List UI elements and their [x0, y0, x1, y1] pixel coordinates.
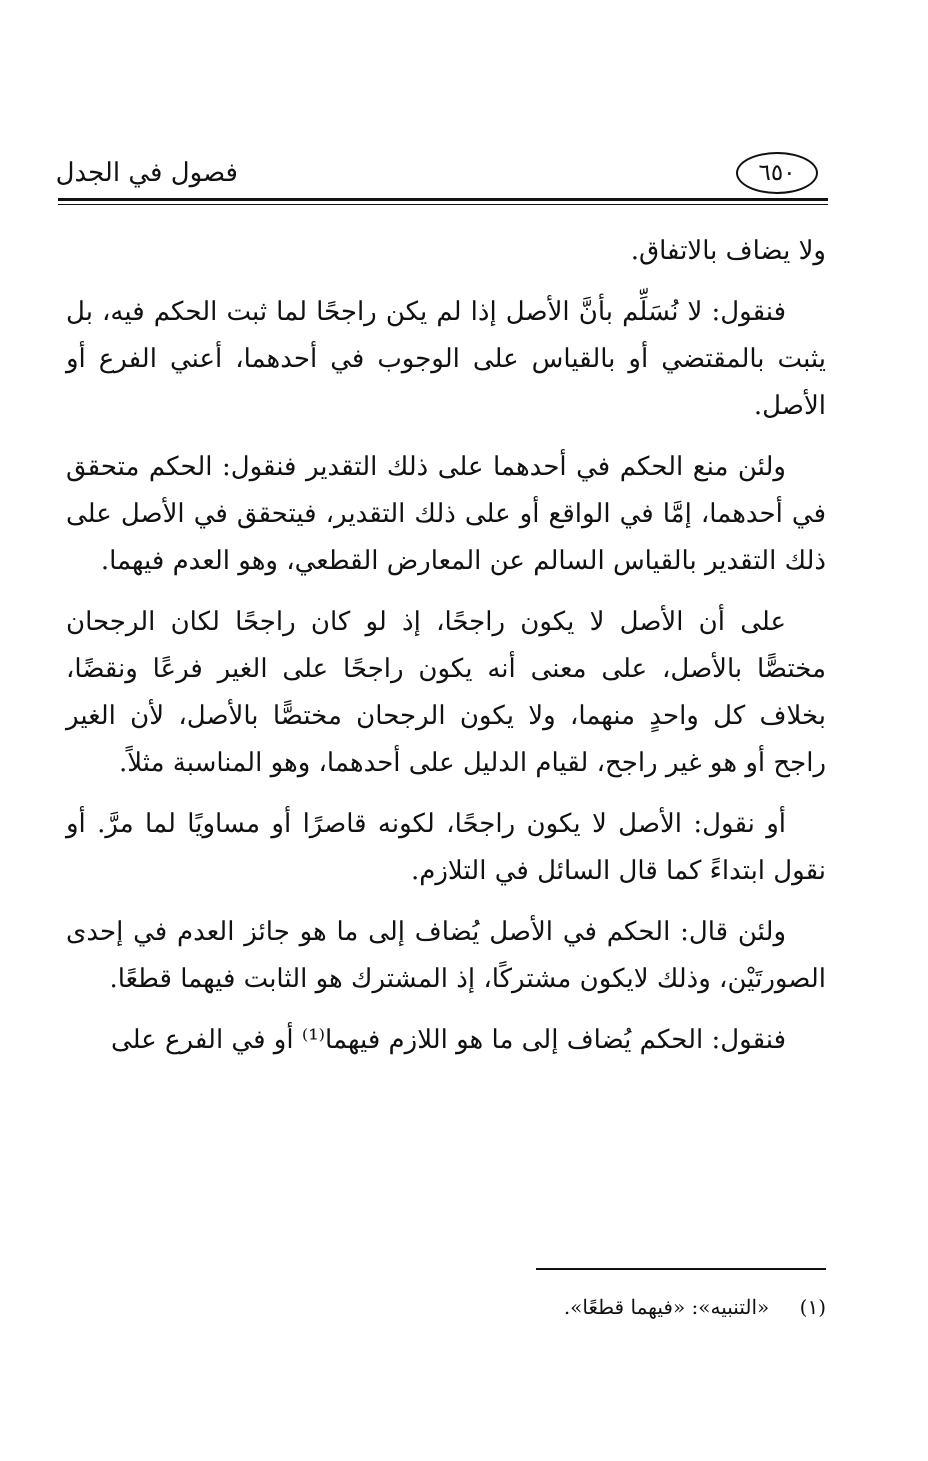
- paragraph: ولا يضاف بالاتفاق.: [630, 236, 826, 266]
- paragraph: ولئن منع الحكم في أحدهما على ذلك التقدير فنقول: الحكم متحقق في أحدهما، إمَّا في الواقع أو على ذلك التقدير، فيتحقق في الأصل على ذلك التقدير بالقياس السالم عن المعارض القطعي، وهو العدم فيهما.: [66, 452, 826, 576]
- footnote-number: (١): [799, 1295, 826, 1319]
- page-header: [55, 150, 828, 198]
- footnote-text: «التنبيه»: «فيهما قطعًا».: [563, 1295, 770, 1319]
- paragraph: أو نقول: الأصل لا يكون راجحًا، لكونه قاصرًا أو مساويًا لما مرَّ. أو نقول ابتداءً كما قال السائل في التلازم.: [66, 809, 826, 886]
- footnote: [126, 1290, 826, 1324]
- header-rule-thin: [58, 204, 828, 205]
- header-rule: [58, 198, 828, 201]
- paragraph: ولئن قال: الحكم في الأصل يُضاف إلى ما هو جائز العدم في إحدى الصورتَيْن، وذلك لايكون مشتركًا، إذ المشترك هو الثابت فيهما قطعًا.: [66, 917, 826, 994]
- paragraph: على أن الأصل لا يكون راجحًا، إذ لو كان راجحًا لكان الرجحان مختصًّا بالأصل، على معنى أنه يكون راجحًا على الغير فرعًا ونقضًا، بخلاف كل واحدٍ منهما، ولا يكون الرجحان مختصًّا بالأصل، لأن الغير راجح أو هو غير راجح، لقيام الدليل على أحدهما، وهو المناسبة مثلاً.: [66, 607, 826, 778]
- paragraph: فنقول: الحكم يُضاف إلى ما هو اللازم فيهما⁽¹⁾ أو في الفرع على: [110, 1025, 786, 1055]
- main-text: [66, 228, 826, 1078]
- page-number-badge: ٦٥٠: [736, 152, 818, 194]
- footnote-rule: [536, 1268, 826, 1270]
- running-title: فصول في الجدل: [55, 158, 238, 188]
- paragraph: فنقول: لا نُسَلِّم بأنَّ الأصل إذا لم يكن راجحًا لما ثبت الحكم فيه، بل يثبت بالمقتضي أو بالقياس على الوجوب في أحدهما، أعني الفرع أو الأصل.: [66, 297, 826, 421]
